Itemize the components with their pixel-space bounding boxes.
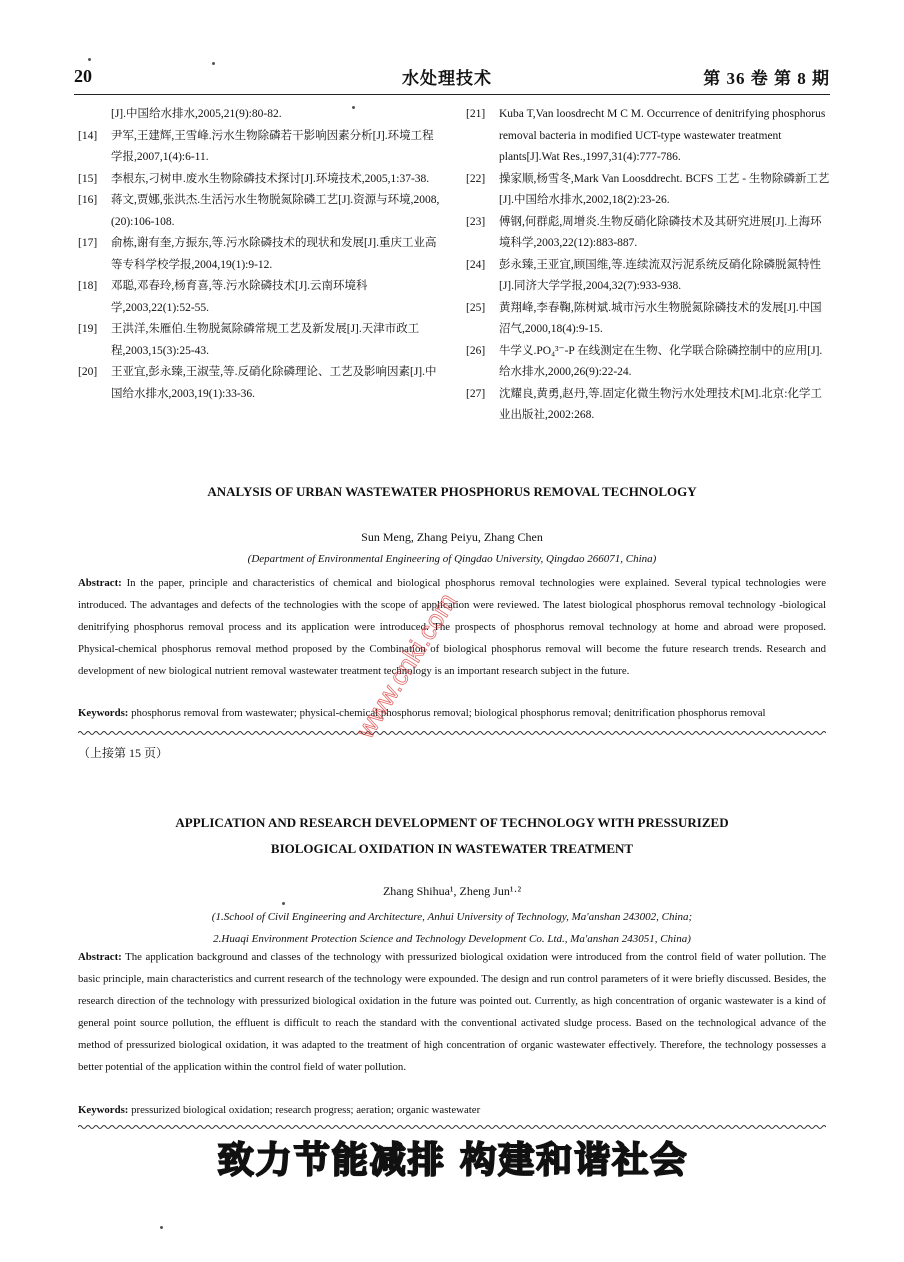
reference-number: [19] <box>78 323 98 335</box>
abstract-text: In the paper, principle and characteristics of chemical and biological phosphorus removal technologies were explained. Several typical technologies were introduced. The advantages and defects of the technologies with the scope of application were reviewed. The latest biological phosphorus removal technology -biological denitrifying phosphorus removal process and its application were introduced. The prospects of phosphorus removal technology at home and abroad were proposed. Physical-chemical phosphorus removal method proposed by the Combination of biological phosphorus removal will become the future research trends. Research and development of new biological nutrient removal wastewater treatment technology is an important research subject in the future. <box>78 577 826 677</box>
reference-number: [25] <box>466 301 486 314</box>
reference-item <box>78 190 444 233</box>
reference-text: 操家顺,杨雪冬,Mark Van Loosddrecht. BCFS 工艺 - 生物除磷新工艺[J].中国给水排水,2002,18(2):23-26. <box>499 172 830 206</box>
reference-text: 邓聪,邓春玲,杨育喜,等.污水除磷技术[J].云南环境科学,2003,22(1):52-55. <box>111 280 368 314</box>
wavy-divider <box>78 730 826 736</box>
article1-affiliation: (Department of Environmental Engineering of Qingdao University, Qingdao 266071, China) <box>247 553 657 565</box>
reference-item <box>466 212 830 255</box>
slogan-banner <box>198 1134 708 1184</box>
scan-speck <box>160 1226 163 1229</box>
reference-text: 彭永臻,王亚宜,顾国维,等.连续流双污泥系统反硝化除磷脱氮特性[J].同济大学学报,2004,32(7):933-938. <box>499 258 821 292</box>
reference-text: 黄翔峰,李春鞠,陈树斌.城市污水生物脱氮除磷技术的发展[J].中国沼气,2000,18(4):9-15. <box>499 301 822 335</box>
reference-item <box>466 255 830 298</box>
article2-title <box>78 810 826 862</box>
reference-number: [24] <box>466 258 486 271</box>
issue-info: 第 36 卷 第 8 期 <box>703 69 830 88</box>
reference-item <box>78 104 444 126</box>
article2-affiliation-1: (1.School of Civil Engineering and Architecture, Anhui University of Technology, Ma'anshan 243002, China; <box>211 911 693 923</box>
article1-title: ANALYSIS OF URBAN WASTEWATER PHOSPHORUS REMOVAL TECHNOLOGY <box>207 484 697 499</box>
reference-item <box>78 319 444 362</box>
article1-keywords <box>78 703 826 723</box>
abstract-label: Abstract: <box>78 951 122 963</box>
reference-item <box>466 104 830 169</box>
reference-number: [21] <box>466 108 486 120</box>
reference-text: [J].中国给水排水,2005,21(9):80-82. <box>111 108 282 120</box>
reference-item <box>78 362 444 405</box>
scan-speck <box>352 106 355 109</box>
article2-title-line2: BIOLOGICAL OXIDATION IN WASTEWATER TREATMENT <box>270 841 634 856</box>
reference-text: 王亚宜,彭永臻,王淑莹,等.反硝化除磷理论、工艺及影响因素[J].中国给水排水,2003,19(1):33-36. <box>111 366 437 400</box>
reference-number: [15] <box>78 172 98 185</box>
reference-item <box>466 169 830 212</box>
article1-authors: Sun Meng, Zhang Peiyu, Zhang Chen <box>361 530 543 544</box>
wavy-divider <box>78 1124 826 1130</box>
keywords-text: pressurized biological oxidation; research progress; aeration; organic wastewater <box>131 1104 481 1116</box>
reference-item <box>78 276 444 319</box>
reference-item <box>466 341 830 384</box>
article2-title-line1: APPLICATION AND RESEARCH DEVELOPMENT OF TECHNOLOGY WITH PRESSURIZED <box>175 815 729 830</box>
keywords-text: phosphorus removal from wastewater; physical-chemical phosphorus removal; biological phosphorus removal; denitrification phosphorus removal <box>131 707 766 719</box>
page-number: 20 <box>74 66 92 86</box>
watermark-text: www.cnki.com <box>349 587 463 744</box>
article2-affiliation <box>78 906 826 950</box>
reference-item <box>78 169 444 191</box>
reference-number: [23] <box>466 215 486 228</box>
keywords-label: Keywords: <box>78 707 129 719</box>
scan-speck <box>88 58 91 61</box>
abstract-label: Abstract: <box>78 577 122 589</box>
reference-text: 傅钢,何群彪,周增炎.生物反硝化除磷技术及其研究进展[J].上海环境科学,2003,22(12):883-887. <box>499 215 822 249</box>
reference-number: [22] <box>466 172 486 185</box>
reference-item <box>78 126 444 169</box>
continued-note: （上接第 15 页） <box>78 746 169 760</box>
reference-text: 俞栋,谢有奎,方振东,等.污水除磷技术的现状和发展[J].重庆工业高等专科学校学报,2004,19(1):9-12. <box>111 237 437 271</box>
references-left-column <box>78 104 444 405</box>
scan-speck <box>212 62 215 65</box>
abstract-text: The application background and classes of the technology with pressurized biological oxidation were introduced from the control field of water pollution. The basic principle, main characteristics and current research of the technology were expounded. The design and run control parameters of it were briefly discussed. Besides, the research direction of the technology with pressurized biological oxidation in the future was pointed out. Currently, as high concentration of organic wastewater is a kind of general point source pollution, the effluent is difficult to reach the standard with the conventional activated sludge process. Based on the technological advance of the method of pressurized biological oxidation, it was adapted to the treatment of high concentration of organic wastewater effectively. Therefore, the technology possesses a better potential of the application within the control field of water pollution. <box>78 951 826 1073</box>
reference-number: [16] <box>78 194 98 206</box>
reference-text: 李根东,刁树申.废水生物除磷技术探讨[J].环境技术,2005,1:37-38. <box>111 172 430 185</box>
reference-text: 尹军,王建辉,王雪峰.污水生物除磷若干影响因素分析[J].环境工程学报,2007,1(4):6-11. <box>111 129 434 163</box>
reference-text: 沈耀良,黄勇,赵丹,等.固定化微生物污水处理技术[M].北京:化学工业出版社,2002:268. <box>499 387 822 421</box>
reference-number: [14] <box>78 129 98 142</box>
article2-affiliation-2: 2.Huaqi Environment Protection Science and Technology Development Co. Ltd., Ma'anshan 243051, China) <box>213 933 691 945</box>
page-header <box>74 62 830 92</box>
reference-text: 王洪洋,朱雁伯.生物脱氮除磷常规工艺及新发展[J].天津市政工程,2003,15(3):25-43. <box>111 323 420 357</box>
references-right-column <box>466 104 830 427</box>
reference-number: [20] <box>78 366 98 378</box>
reference-number: [18] <box>78 280 98 292</box>
header-rule <box>74 94 830 95</box>
reference-text: 牛学义.PO₄³⁻-P 在线测定在生物、化学联合除磷控制中的应用[J].给水排水,2000,26(9):22-24. <box>499 344 823 378</box>
article2-authors: Zhang Shihua¹, Zheng Jun¹·² <box>382 884 522 898</box>
keywords-label: Keywords: <box>78 1104 129 1116</box>
reference-item <box>466 298 830 341</box>
article2-abstract <box>78 946 826 1078</box>
article2-keywords <box>78 1100 826 1120</box>
reference-text: 蒋文,贾娜,张洪杰.生活污水生物脱氮除磷工艺[J].资源与环境,2008,(20):106-108. <box>111 194 440 228</box>
article1-abstract <box>78 572 826 682</box>
slogan-text: 致力节能减排 构建和谐社会 <box>217 1140 689 1181</box>
scan-speck <box>282 902 285 905</box>
reference-item <box>78 233 444 276</box>
reference-text: Kuba T,Van loosdrecht M C M. Occurrence of denitrifying phosphorus removal bacteria in modified UCT-type wastewater treatment plants[J].Wat Res.,1997,31(4):777-786. <box>499 108 826 163</box>
reference-number: [17] <box>78 237 98 249</box>
reference-number: [27] <box>466 387 486 400</box>
reference-item <box>466 384 830 427</box>
reference-number: [26] <box>466 344 486 357</box>
journal-title: 水处理技术 <box>402 69 492 88</box>
